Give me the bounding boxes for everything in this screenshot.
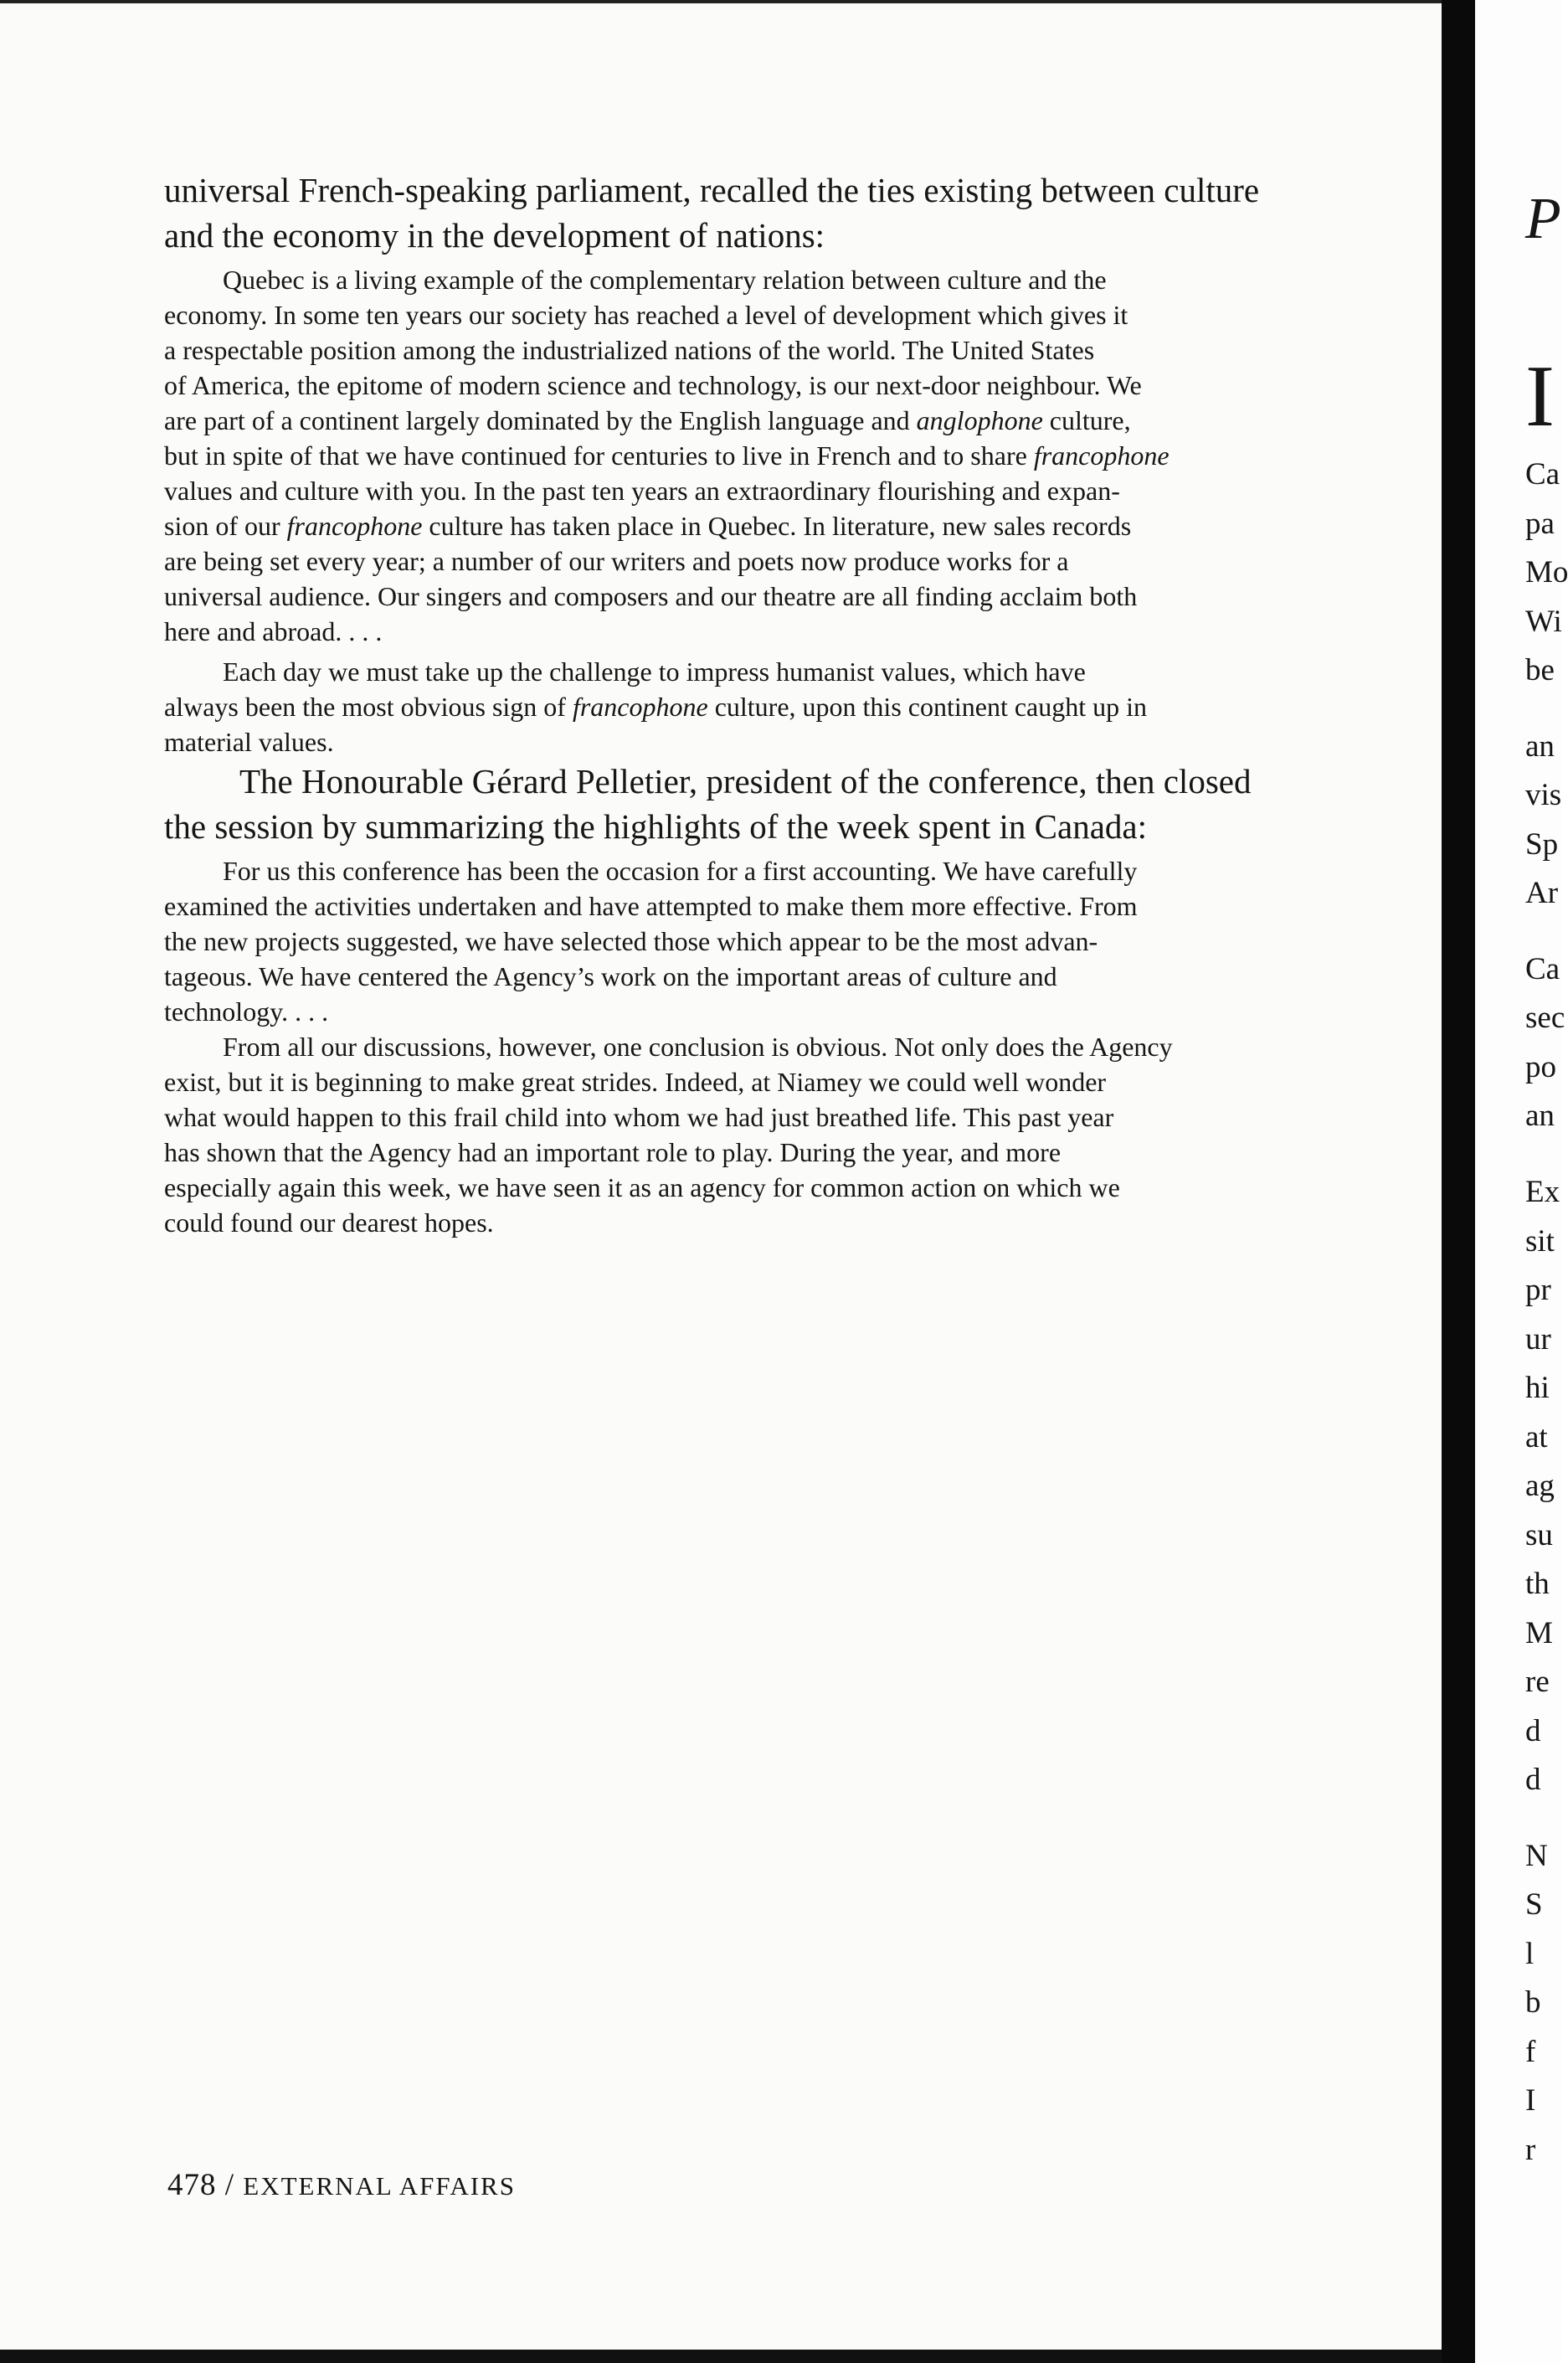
agency-quote — [164, 1029, 1396, 1240]
page-bottom-edge — [0, 2350, 1452, 2363]
text-line: of America, the epitome of modern science and technology, is our next-door neighbour. We — [164, 370, 1142, 400]
text-line: exist, but it is beginning to make great strides. Indeed, at Niamey we could well wonder — [164, 1067, 1107, 1097]
text-line: could found our dearest hopes. — [164, 1207, 494, 1238]
text-line: economy. In some ten years our society has reached a level of development which gives it — [164, 300, 1128, 330]
right-page-fragment: an — [1525, 729, 1555, 764]
text-segment: culture, — [1042, 405, 1131, 435]
right-page-fragment: I — [1525, 2083, 1536, 2118]
right-page-fragment: po — [1525, 1050, 1556, 1084]
text-line: technology. . . . — [164, 996, 329, 1027]
italic-term: francophone — [286, 511, 423, 541]
right-page-fragment: Ex — [1525, 1175, 1560, 1209]
right-page-fragment: Ca — [1525, 952, 1560, 986]
text-line: the new projects suggested, we have selected those which appear to be the most advan- — [164, 926, 1098, 956]
right-page-dropcap: I — [1525, 347, 1555, 445]
right-page-fragment: r — [1525, 2133, 1536, 2167]
text-line: what would happen to this frail child into whom we had just breathed life. This past year — [164, 1102, 1114, 1132]
right-page-fragment: N — [1525, 1839, 1548, 1873]
right-page-fragment: Mo — [1525, 555, 1568, 589]
text-line — [164, 438, 1396, 473]
text-segment: but in spite of that we have continued for centuries to live in French and to share — [164, 440, 1034, 471]
text-line: are being set every year; a number of our writers and poets now produce works for a — [164, 546, 1069, 576]
right-page-fragment: Ar — [1525, 876, 1559, 910]
right-page-fragment: pr — [1525, 1273, 1551, 1307]
text-segment: sion of our — [164, 511, 287, 541]
text-segment: culture, upon this continent caught up in — [707, 692, 1148, 722]
right-page-fragment: re — [1525, 1665, 1550, 1699]
text-line: examined the activities undertaken and have attempted to make them more effective. From — [164, 891, 1138, 921]
right-page-fragment: d — [1525, 1763, 1541, 1797]
right-page-fragment: sit — [1525, 1224, 1555, 1259]
right-page-fragment: at — [1525, 1420, 1548, 1454]
text-line: a respectable position among the industrialized nations of the world. The United States — [164, 335, 1095, 365]
text-line — [164, 508, 1396, 543]
right-page-fragment: hi — [1525, 1371, 1550, 1405]
text-line: universal audience. Our singers and composers and our theatre are all finding acclaim both — [164, 581, 1138, 611]
text-line: tageous. We have centered the Agency’s work on the important areas of culture and — [164, 961, 1057, 991]
text-line: material values. — [164, 727, 334, 757]
italic-term: anglophone — [916, 405, 1043, 435]
text-line: values and culture with you. In the past ten years an extraordinary flourishing and expan- — [164, 476, 1120, 506]
folio-separator: / — [224, 2168, 235, 2202]
text-line: For us this conference has been the occasion for a first accounting. We have carefully — [223, 856, 1138, 886]
right-page-fragment: S — [1525, 1887, 1543, 1922]
right-page-fragment: Ca — [1525, 457, 1560, 492]
right-page-fragment: Wi — [1525, 605, 1562, 639]
right-page-fragment: be — [1525, 653, 1555, 687]
right-page-fragment: su — [1525, 1518, 1553, 1552]
text-line — [164, 403, 1396, 438]
text-segment: are part of a continent largely dominated by the English language and — [164, 405, 917, 435]
right-page-fragment: ag — [1525, 1469, 1555, 1503]
pelletier-paragraph — [164, 759, 1396, 849]
page-number: 478 — [167, 2168, 217, 2202]
text-line — [164, 689, 1396, 724]
right-page-fragment: d — [1525, 1714, 1541, 1748]
accounting-quote — [164, 853, 1396, 1029]
text-line: Each day we must take up the challenge to impress humanist values, which have — [223, 656, 1086, 687]
right-page-fragment: pa — [1525, 507, 1555, 541]
italic-term: francophone — [1033, 440, 1170, 471]
page-folio — [167, 2167, 516, 2203]
text-line: especially again this week, we have seen it as an agency for common action on which we — [164, 1172, 1120, 1202]
right-page-fragment: ur — [1525, 1322, 1551, 1357]
quebec-quote — [164, 262, 1396, 649]
right-page-fragment: l — [1525, 1937, 1535, 1971]
italic-term: francophone — [572, 692, 708, 722]
journal-title: EXTERNAL AFFAIRS — [243, 2171, 516, 2201]
text-segment: always been the most obvious sign of — [164, 692, 573, 722]
humanist-quote — [164, 654, 1396, 759]
text-line: The Honourable Gérard Pelletier, president of the conference, then closed — [239, 762, 1252, 801]
intro-paragraph — [164, 167, 1396, 258]
right-page-fragment: th — [1525, 1567, 1550, 1601]
right-page-heading: P — [1525, 187, 1561, 251]
text-line: From all our discussions, however, one conclusion is obvious. Not only does the Agency — [223, 1032, 1173, 1062]
text-line: and the economy in the development of nations: — [164, 216, 825, 255]
right-page-fragment: Sp — [1525, 827, 1559, 862]
page-top-edge — [0, 0, 1452, 3]
right-page-fragment: an — [1525, 1099, 1555, 1133]
text-segment: culture has taken place in Quebec. In literature, new sales records — [422, 511, 1132, 541]
right-page-fragment: b — [1525, 1985, 1541, 2020]
right-page-fragment: sec — [1525, 1001, 1565, 1035]
right-page-fragment: M — [1525, 1616, 1553, 1650]
right-page-fragment: f — [1525, 2035, 1536, 2069]
text-line: the session by summarizing the highlights of the week spent in Canada: — [164, 807, 1147, 846]
text-line: Quebec is a living example of the complementary relation between culture and the — [223, 265, 1107, 295]
book-spine-gutter — [1442, 0, 1475, 2363]
text-line: universal French-speaking parliament, recalled the ties existing between culture — [164, 171, 1260, 209]
right-page-fragment: vis — [1525, 778, 1562, 812]
text-line: has shown that the Agency had an important role to play. During the year, and more — [164, 1137, 1062, 1167]
text-line: here and abroad. . . . — [164, 616, 383, 646]
